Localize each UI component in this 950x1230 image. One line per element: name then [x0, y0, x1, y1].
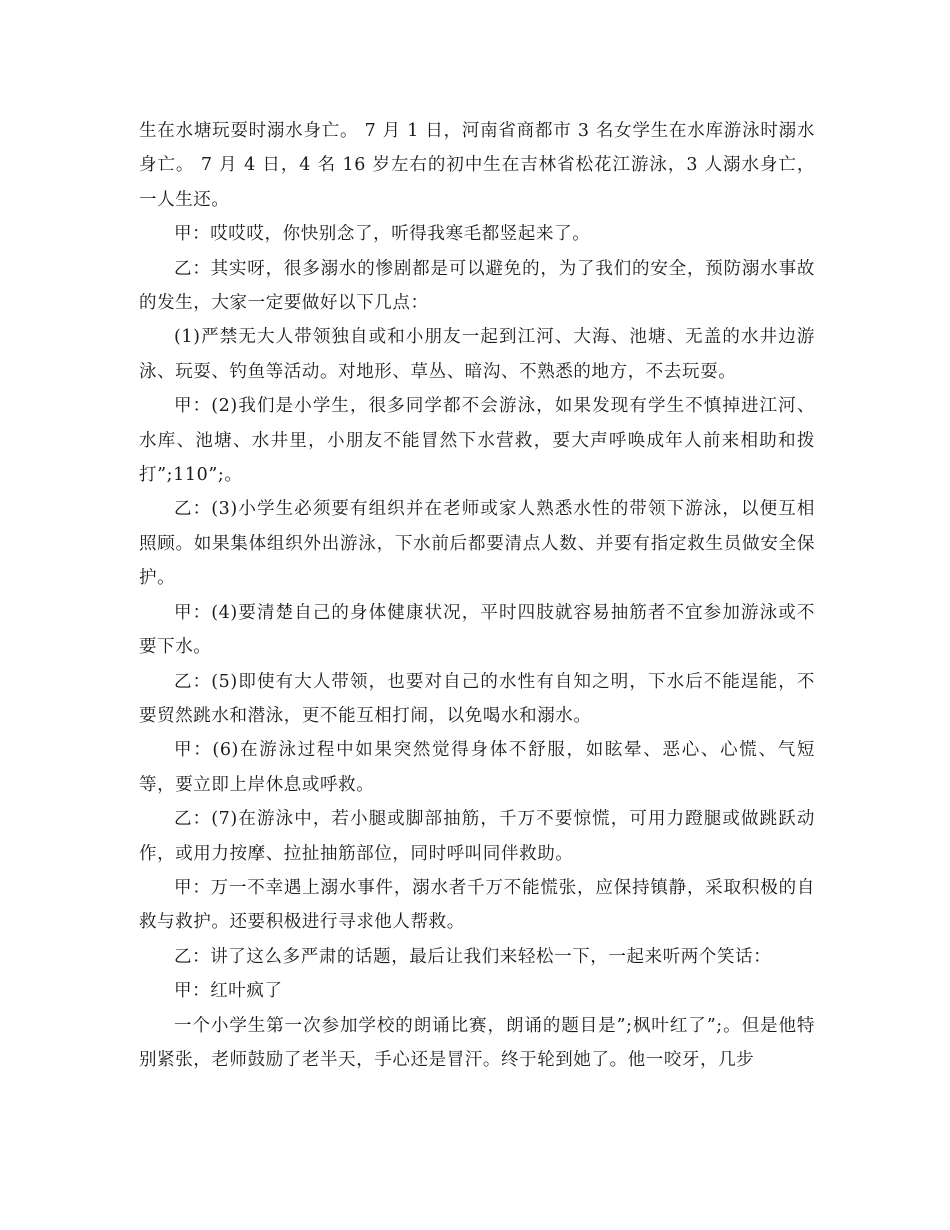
paragraph-9: 甲：(6)在游泳过程中如果突然觉得身体不舒服，如眩晕、恶心、心慌、气短等，要立即上岸休息或呼救。	[139, 740, 815, 795]
document-body	[139, 114, 815, 1077]
paragraph-2: 甲：哎哎哎，你快别念了，听得我寒毛都竖起来了。	[174, 224, 591, 245]
paragraph-13: 甲：红叶疯了	[174, 981, 283, 1002]
paragraph-7: 甲：(4)要清楚自己的身体健康状况，平时四肢就容易抽筋者不宜参加游泳或不要下水。	[139, 602, 815, 658]
paragraph-12: 乙：讲了这么多严肃的话题，最后让我们来轻松一下，一起来听两个笑话：	[174, 946, 772, 967]
paragraph-1: 生在水塘玩耍时溺水身亡。 7 月 1 日，河南省商都市 3 名女学生在水库游泳时溺水身亡。 7 月 4 日，4 名 16 岁左右的初中生在吉林省松花江游泳，3 人溺水身亡，一人生还。	[139, 121, 815, 210]
paragraph-10: 乙：(7)在游泳中，若小腿或脚部抽筋，千万不要惊慌，可用力蹬腿或做跳跃动作，或用力按摩、拉扯抽筋部位，同时呼叫同伴救助。	[139, 809, 815, 864]
paragraph-14: 一个小学生第一次参加学校的朗诵比赛，朗诵的题目是”;枫叶红了”;。但是他特别紧张，老师鼓励了老半天，手心还是冒汗。终于轮到她了。他一咬牙，几步	[139, 1015, 815, 1070]
paragraph-8: 乙：(5)即使有大人带领，也要对自己的水性有自知之明，下水后不能逞能，不要贸然跳水和潜泳，更不能互相打闹，以免喝水和溺水。	[139, 671, 815, 726]
paragraph-3: 乙：其实呀，很多溺水的惨剧都是可以避免的，为了我们的安全，预防溺水事故的发生，大家一定要做好以下几点：	[139, 258, 815, 314]
paragraph-6: 乙：(3)小学生必须要有组织并在老师或家人熟悉水性的带领下游泳，以便互相照顾。如果集体组织外出游泳，下水前后都要清点人数、并要有指定救生员做安全保护。	[139, 499, 815, 589]
paragraph-5: 甲：(2)我们是小学生，很多同学都不会游泳，如果发现有学生不慎掉进江河、水库、池塘、水井里，小朋友不能冒然下水营救，要大声呼唤成年人前来相助和拨打”;110”;。	[139, 396, 815, 486]
paragraph-11: 甲：万一不幸遇上溺水事件，溺水者千万不能慌张，应保持镇静，采取积极的自救与救护。还要积极进行寻求他人帮救。	[139, 877, 815, 933]
paragraph-4: (1)严禁无大人带领独自或和小朋友一起到江河、大海、池塘、无盖的水井边游泳、玩耍、钓鱼等活动。对地形、草丛、暗沟、不熟悉的地方，不去玩耍。	[139, 327, 815, 382]
